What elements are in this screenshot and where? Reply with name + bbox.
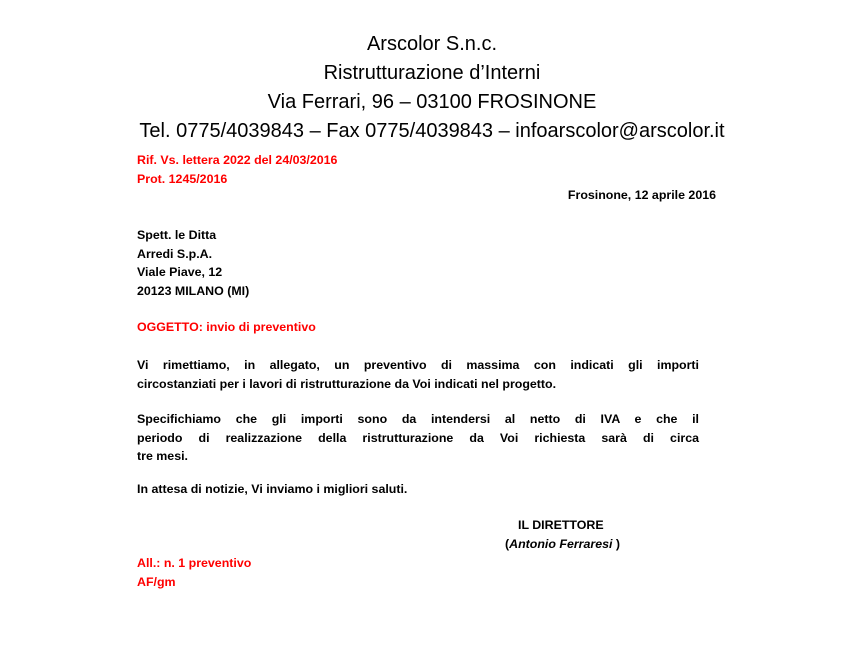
signature-name-line — [500, 535, 660, 554]
subject-text: invio di preventivo — [202, 320, 316, 334]
recipient-block — [137, 226, 699, 300]
signature-title: IL DIRETTORE — [518, 518, 604, 532]
reference-prot: Prot. 1245/2016 — [137, 171, 228, 186]
letter-date: Frosinone, 12 aprile 2016 — [567, 188, 716, 202]
subject-label: OGGETTO: — [137, 320, 203, 334]
paragraph-line: Vi rimettiamo, in allegato, un preventivo di massima con indicati gli importi — [137, 358, 699, 372]
paragraph-1 — [137, 356, 699, 393]
signature-paren-open: ( — [505, 536, 510, 551]
company-activity: Ristrutturazione d’Interni — [323, 62, 541, 84]
signature-name: Antonio Ferraresi — [509, 536, 613, 551]
letterhead — [0, 30, 864, 146]
initials-note: AF/gm — [137, 574, 176, 589]
signature-block — [500, 516, 660, 553]
paragraph-2 — [137, 410, 699, 466]
company-address: Via Ferrari, 96 – 03100 FROSINONE — [267, 91, 597, 113]
recipient-line: Viale Piave, 12 — [137, 265, 223, 279]
paragraph-line: Specifichiamo che gli importi sono da intendersi al netto di IVA e che il — [137, 412, 699, 426]
recipient-line: 20123 MILANO (MI) — [137, 283, 250, 298]
company-name: Arscolor S.n.c. — [366, 33, 498, 55]
signature-paren-close: ) — [612, 536, 620, 551]
recipient-line: Spett. le Ditta — [137, 228, 217, 242]
footer-block — [137, 554, 699, 591]
subject-line — [137, 318, 699, 337]
reference-rif: Rif. Vs. lettera 2022 del 24/03/2016 — [137, 153, 338, 167]
paragraph-line: circostanziati per i lavori di ristrutturazione da Voi indicati nel progetto. — [137, 376, 557, 391]
paragraph-3: In attesa di notizie, Vi inviamo i migliori saluti. — [137, 482, 408, 496]
recipient-line: Arredi S.p.A. — [137, 246, 213, 261]
company-contacts: Tel. 0775/4039843 – Fax 0775/4039843 – infoarscolor@arscolor.it — [139, 120, 725, 142]
paragraph-line: tre mesi. — [137, 449, 188, 463]
attachment-note: All.: n. 1 preventivo — [137, 556, 252, 570]
references-block — [137, 151, 699, 188]
paragraph-line: periodo di realizzazione della ristrutturazione da Voi richiesta sarà di circa — [137, 430, 699, 445]
